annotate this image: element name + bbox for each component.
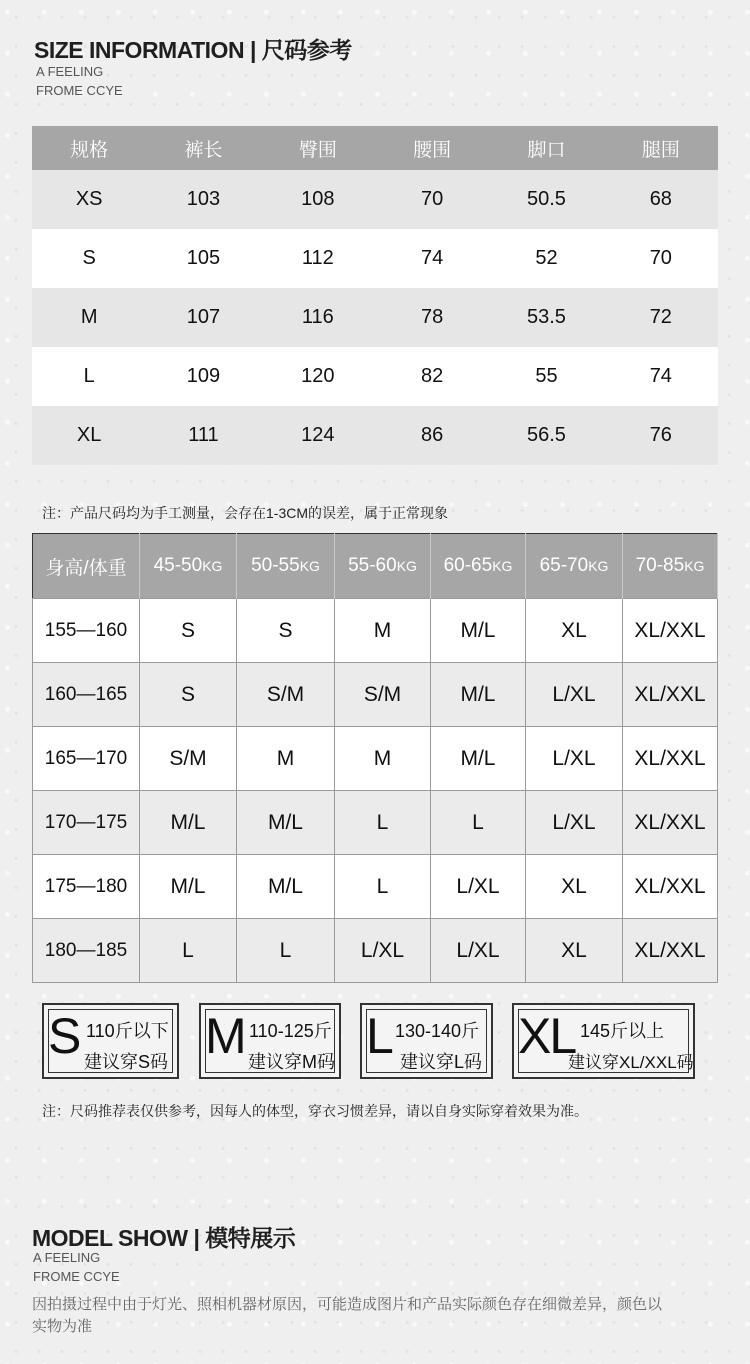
rec-cell: XL/XXL — [623, 919, 718, 983]
recommend-weight: 145斤以上 — [580, 1021, 665, 1041]
rec-cell: XL/XXL — [623, 791, 718, 855]
size-table-header: 脚口 — [489, 126, 603, 170]
size-cell: M — [32, 288, 146, 347]
recommend-weight: 110斤以下 — [86, 1021, 169, 1041]
size-cell: 50.5 — [489, 170, 603, 229]
size-cell: 116 — [261, 288, 375, 347]
size-table-header-row — [32, 126, 718, 170]
recommend-advice: 建议穿M码 — [248, 1052, 335, 1072]
weight-header: 50-55KG — [237, 534, 335, 599]
size-cell: 107 — [146, 288, 260, 347]
size-cell: 120 — [261, 347, 375, 406]
recommend-card-m — [199, 1003, 341, 1079]
rec-cell: L — [335, 855, 431, 919]
rec-cell: XL/XXL — [623, 727, 718, 791]
rec-table-row — [33, 727, 718, 791]
size-table-header: 规格 — [32, 126, 146, 170]
rec-cell: S/M — [335, 663, 431, 727]
rec-table-row — [33, 663, 718, 727]
size-table-header: 腿围 — [604, 126, 718, 170]
size-cell: 108 — [261, 170, 375, 229]
recommendation-note: 注：尺码推荐表仅供参考，因每人的体型，穿衣习惯差异，请以自身实际穿着效果为准。 — [42, 1103, 588, 1119]
rec-cell: M — [335, 727, 431, 791]
recommend-card-s — [42, 1003, 179, 1079]
size-cell: 112 — [261, 229, 375, 288]
rec-table-header-row — [33, 534, 718, 599]
rec-cell: L/XL — [526, 727, 623, 791]
size-table-header: 腰围 — [375, 126, 489, 170]
rec-cell: M/L — [140, 791, 237, 855]
rec-cell: XL — [526, 919, 623, 983]
size-table-header: 裤长 — [146, 126, 260, 170]
measurement-note: 注：产品尺码均为手工测量，会存在1-3CM的误差，属于正常现象 — [42, 505, 449, 521]
recommend-weight: 130-140斤 — [395, 1021, 480, 1041]
size-cell: 52 — [489, 229, 603, 288]
size-cell: XL — [32, 406, 146, 465]
recommend-advice: 建议穿S码 — [84, 1052, 169, 1072]
height-cell: 155—160 — [33, 599, 140, 663]
rec-cell: XL — [526, 599, 623, 663]
recommend-card-l — [360, 1003, 493, 1079]
height-cell: 170—175 — [33, 791, 140, 855]
rec-cell: M/L — [237, 855, 335, 919]
size-section-subtitle-2: FROME CCYE — [36, 83, 123, 98]
rec-cell: S/M — [237, 663, 335, 727]
weight-header: 60-65KG — [431, 534, 526, 599]
weight-header: 55-60KG — [335, 534, 431, 599]
rec-cell: L/XL — [431, 855, 526, 919]
size-table-row — [32, 288, 718, 347]
height-cell: 180—185 — [33, 919, 140, 983]
rec-cell: S — [237, 599, 335, 663]
weight-header: 70-85KG — [623, 534, 718, 599]
size-cell: 109 — [146, 347, 260, 406]
size-cell: XS — [32, 170, 146, 229]
rec-cell: M/L — [431, 663, 526, 727]
recommend-size-letter: L — [366, 1008, 392, 1064]
rec-cell: L — [237, 919, 335, 983]
rec-cell: M/L — [431, 727, 526, 791]
size-cell: 55 — [489, 347, 603, 406]
size-table-header: 臀围 — [261, 126, 375, 170]
color-disclaimer-line-1: 因拍摄过程中由于灯光、照相机器材原因，可能造成图片和产品实际颜色存在细微差异，颜色以 — [32, 1296, 663, 1313]
rec-cell: XL — [526, 855, 623, 919]
rec-table-row — [33, 599, 718, 663]
size-cell: L — [32, 347, 146, 406]
rec-table-corner: 身高/体重 — [33, 534, 140, 599]
rec-table-row — [33, 919, 718, 983]
size-table-row — [32, 347, 718, 406]
recommend-card-xl — [512, 1003, 695, 1079]
rec-cell: M/L — [431, 599, 526, 663]
rec-cell: XL/XXL — [623, 663, 718, 727]
rec-table-row — [33, 855, 718, 919]
size-table — [32, 126, 718, 465]
size-cell: S — [32, 229, 146, 288]
rec-cell: S — [140, 663, 237, 727]
size-cell: 86 — [375, 406, 489, 465]
size-cell: 74 — [604, 347, 718, 406]
recommend-size-letter: S — [48, 1008, 80, 1064]
rec-cell: L — [335, 791, 431, 855]
size-cell: 82 — [375, 347, 489, 406]
recommend-advice: 建议穿XL/XXL码 — [568, 1053, 694, 1072]
rec-cell: S — [140, 599, 237, 663]
size-cell: 124 — [261, 406, 375, 465]
rec-cell: M — [335, 599, 431, 663]
size-cell: 70 — [375, 170, 489, 229]
size-table-row — [32, 406, 718, 465]
size-cell: 70 — [604, 229, 718, 288]
height-cell: 175—180 — [33, 855, 140, 919]
rec-cell: L — [140, 919, 237, 983]
size-cell: 53.5 — [489, 288, 603, 347]
size-cell: 56.5 — [489, 406, 603, 465]
rec-cell: L/XL — [526, 663, 623, 727]
size-cell: 103 — [146, 170, 260, 229]
model-section-subtitle-1: A FEELING — [33, 1250, 101, 1265]
rec-cell: XL/XXL — [623, 599, 718, 663]
weight-header: 65-70KG — [526, 534, 623, 599]
rec-cell: M/L — [237, 791, 335, 855]
recommend-advice: 建议穿L码 — [400, 1052, 483, 1072]
model-section-title: MODEL SHOW | 模特展示 — [32, 1225, 296, 1251]
size-table-row — [32, 170, 718, 229]
height-cell: 160—165 — [33, 663, 140, 727]
rec-cell: L — [431, 791, 526, 855]
recommend-size-letter: M — [205, 1008, 245, 1064]
recommend-size-letter: XL — [518, 1008, 576, 1064]
rec-cell: S/M — [140, 727, 237, 791]
size-cell: 76 — [604, 406, 718, 465]
rec-cell: M/L — [140, 855, 237, 919]
weight-header: 45-50KG — [140, 534, 237, 599]
rec-cell: M — [237, 727, 335, 791]
size-section-subtitle-1: A FEELING — [36, 64, 104, 79]
rec-cell: L/XL — [526, 791, 623, 855]
rec-cell: L/XL — [431, 919, 526, 983]
size-cell: 74 — [375, 229, 489, 288]
rec-table-row — [33, 791, 718, 855]
size-cell: 72 — [604, 288, 718, 347]
height-cell: 165—170 — [33, 727, 140, 791]
size-cell: 78 — [375, 288, 489, 347]
size-table-row — [32, 229, 718, 288]
recommend-weight: 110-125斤 — [249, 1021, 332, 1041]
size-recommendation-table — [32, 533, 718, 983]
rec-cell: XL/XXL — [623, 855, 718, 919]
size-cell: 111 — [146, 406, 260, 465]
size-cell: 105 — [146, 229, 260, 288]
size-section-title: SIZE INFORMATION | 尺码参考 — [34, 37, 352, 63]
size-cell: 68 — [604, 170, 718, 229]
rec-cell: L/XL — [335, 919, 431, 983]
model-section-subtitle-2: FROME CCYE — [33, 1269, 120, 1284]
color-disclaimer-line-2: 实物为准 — [32, 1318, 93, 1335]
